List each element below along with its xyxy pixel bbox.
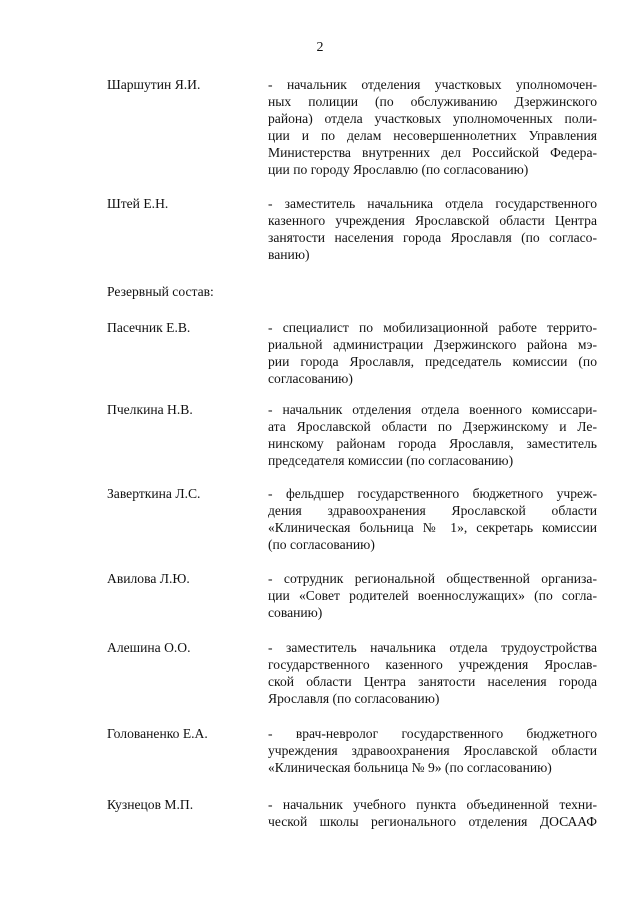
member-name: Авилова Л.Ю. [107, 571, 190, 586]
role-line: - заместитель начальника отдела трудоустройства [268, 640, 597, 655]
role-line: занятости населения города Ярославля (по согласо- [268, 230, 597, 245]
member-role [268, 76, 597, 178]
member-role [268, 639, 597, 707]
role-line: (по согласованию) [268, 537, 375, 552]
role-line: ванию) [268, 247, 310, 262]
role-line: ции по городу Ярославлю (по согласованию) [268, 162, 529, 177]
role-line: согласованию) [268, 371, 353, 386]
role-line: риальной администрации Дзержинского района мэ- [268, 337, 597, 352]
role-line: «Клиническая больница № 9» (по согласованию) [268, 760, 552, 775]
member-role [268, 725, 597, 776]
role-line: дения здравоохранения Ярославской области [268, 503, 597, 518]
member-role [268, 570, 597, 621]
role-line: «Клиническая больница № 1», секретарь комиссии [268, 520, 597, 535]
member-role [268, 485, 597, 553]
member-role [268, 796, 597, 830]
role-line: ской области Центра занятости населения города [268, 674, 597, 689]
member-role [268, 195, 597, 263]
member-name: Штей Е.Н. [107, 196, 169, 211]
member-name: Голованенко Е.А. [107, 726, 208, 741]
role-line: ата Ярославской области по Дзержинскому и Ле- [268, 419, 597, 434]
member-name: Алешина О.О. [107, 640, 191, 655]
role-line: ческой школы регионального отделения ДОСААФ [268, 814, 597, 829]
role-line: учреждения здравоохранения Ярославской области [268, 743, 597, 758]
role-line: ных полиции (по обслуживанию Дзержинского [268, 94, 597, 109]
role-line: - начальник отделения отдела военного комиссари- [268, 402, 597, 417]
member-name: Пчелкина Н.В. [107, 402, 193, 417]
member-name: Заверткина Л.С. [107, 486, 201, 501]
member-name: Кузнецов М.П. [107, 797, 194, 812]
role-line: нинскому районам города Ярославля, заместитель [268, 436, 597, 451]
member-role [268, 401, 597, 469]
section-heading-reserve: Резервный состав: [107, 284, 214, 299]
role-line: района) отдела участковых уполномоченных поли- [268, 111, 597, 126]
role-line: председателя комиссии (по согласованию) [268, 453, 514, 468]
role-line: - сотрудник региональной общественной организа- [268, 571, 597, 586]
role-line: - врач-невролог государственного бюджетного [268, 726, 597, 741]
role-line: казенного учреждения Ярославской области Центра [268, 213, 597, 228]
page-number: 2 [316, 40, 324, 55]
role-line: рии города Ярославля, председатель комиссии (по [268, 354, 597, 369]
role-line: ции «Совет родителей военнослужащих» (по согла- [268, 588, 597, 603]
role-line: Министерства внутренних дел Российской Федера- [268, 145, 597, 160]
member-role [268, 319, 597, 387]
role-line: - начальник учебного пункта объединенной техни- [268, 797, 597, 812]
role-line: Ярославля (по согласованию) [268, 691, 440, 706]
role-line: - специалист по мобилизационной работе террито- [268, 320, 597, 335]
role-line: сованию) [268, 605, 323, 620]
role-line: - начальник отделения участковых уполномочен- [268, 77, 597, 92]
role-line: - фельдшер государственного бюджетного учреж- [268, 486, 597, 501]
member-name: Пасечник Е.В. [107, 320, 191, 335]
role-line: - заместитель начальника отдела государственного [268, 196, 597, 211]
member-name: Шаршутин Я.И. [107, 77, 201, 92]
role-line: государственного казенного учреждения Ярослав- [268, 657, 597, 672]
role-line: ции и по делам несовершеннолетних Управления [268, 128, 597, 143]
